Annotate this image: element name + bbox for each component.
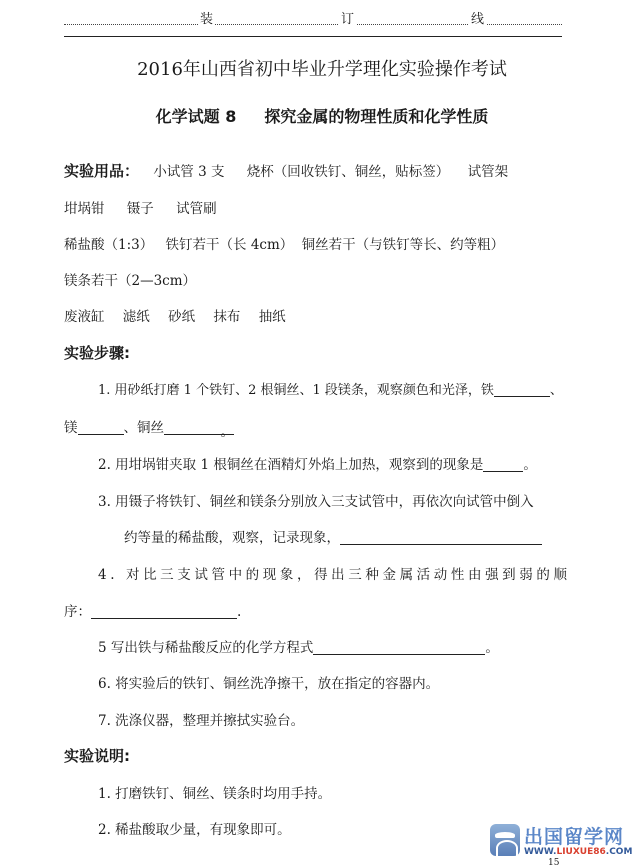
punctuation: 。 <box>220 424 234 440</box>
material-item: 坩埚钳 <box>64 201 105 217</box>
material-item: 铁钉若干（长 4cm） <box>165 237 294 253</box>
materials-heading: 实验用品： <box>64 162 140 180</box>
notes-heading: 实验说明: <box>64 747 130 765</box>
step-text: 3. 用镊子将铁钉、铜丝和镁条分别放入三支试管中，再依次向试管中倒入 <box>98 494 534 510</box>
page-number: 15 <box>548 858 560 868</box>
step-text: 镁 <box>64 420 78 436</box>
punctuation: 。 <box>523 457 537 473</box>
material-item: 铜丝若干（与铁钉等长、约等粗） <box>301 237 505 253</box>
material-item: 抽纸 <box>258 309 286 325</box>
note-2: 2. 稀盐酸取少量，有现象即可。 <box>98 822 291 838</box>
logo-name: 出国留学网 <box>524 826 625 848</box>
rule-line <box>64 36 562 37</box>
exam-title: 2016年山西省初中毕业升学理化实验操作考试 <box>137 59 507 80</box>
material-item: 镁条若干（2—3cm） <box>64 273 197 289</box>
answer-blank-activity-order[interactable] <box>91 604 237 619</box>
step-6: 6. 将实验后的铁钉、铜丝洗净擦干，放在指定的容器内。 <box>98 676 440 692</box>
step-text: 、铜丝 <box>123 420 164 436</box>
note-1: 1. 打磨铁钉、铜丝、镁条时均用手持。 <box>98 786 332 802</box>
step-3-line-1 <box>98 490 534 510</box>
material-item: 砂纸 <box>168 309 196 325</box>
punctuation: . <box>237 604 242 620</box>
punctuation: 。 <box>485 640 499 656</box>
materials-row-5 <box>64 305 286 325</box>
binding-char: 线 <box>469 8 486 27</box>
watermark-logo <box>490 822 640 862</box>
answer-blank-iron[interactable] <box>494 382 550 397</box>
answer-blank-acid-observation[interactable] <box>340 530 542 545</box>
material-item: 试管架 <box>467 164 509 180</box>
material-item: 镊子 <box>126 201 154 217</box>
step-text: 1. 用砂纸打磨 1 个铁钉、2 根铜丝、1 段镁条，观察颜色和光泽，铁 <box>98 383 494 398</box>
material-item: 试管刷 <box>176 201 217 217</box>
material-item: 废液缸 <box>64 309 105 325</box>
punctuation: 、 <box>549 383 563 398</box>
step-3-line-2 <box>124 526 542 546</box>
step-text: 2. 用坩埚钳夹取 1 根铜丝在酒精灯外焰上加热，观察到的现象是 <box>98 457 484 473</box>
answer-blank-magnesium[interactable] <box>78 420 124 435</box>
dotted-line <box>64 24 562 25</box>
answer-blank-copper[interactable] <box>164 420 234 440</box>
material-item: 烧杯（回收铁钉、铜丝，贴标签） <box>246 164 450 180</box>
question-number: 化学试题 8 <box>155 107 237 126</box>
question-title <box>0 104 644 127</box>
logo-icon <box>490 824 520 856</box>
material-item: 稀盐酸（1:3） <box>64 237 154 253</box>
material-item: 滤纸 <box>122 309 150 325</box>
materials-row-1 <box>64 160 508 181</box>
materials-row-3 <box>64 233 504 253</box>
step-1-line-1 <box>98 379 563 398</box>
steps-heading: 实验步骤: <box>64 344 130 362</box>
step-2 <box>98 453 537 473</box>
step-4-line-2 <box>64 600 241 620</box>
material-item: 抹布 <box>213 309 241 325</box>
answer-blank-heating[interactable] <box>483 457 523 472</box>
step-7: 7. 洗涤仪器，整理并擦拭实验台。 <box>98 713 305 729</box>
step-text: 约等量的稀盐酸，观察，记录现象， <box>124 530 340 546</box>
material-item: 小试管 3 支 <box>153 164 225 180</box>
step-text: 序： <box>64 604 91 620</box>
logo-url: WWW.LIUXUE86.COM <box>524 847 633 857</box>
binding-line <box>64 8 562 30</box>
step-5 <box>98 636 499 656</box>
question-topic: 探究金属的物理性质和化学性质 <box>264 107 489 126</box>
step-1-line-2 <box>64 416 234 440</box>
materials-row-4 <box>64 269 196 289</box>
answer-blank-equation[interactable] <box>313 640 485 655</box>
binding-char: 装 <box>198 8 215 27</box>
step-text: 4. 对比三支试管中的现象，得出三种金属活动性由强到弱的顺 <box>98 567 571 583</box>
step-4-line-1 <box>98 563 571 583</box>
materials-row-2 <box>64 197 217 217</box>
binding-char: 订 <box>339 8 356 27</box>
step-text: 5 写出铁与稀盐酸反应的化学方程式 <box>98 640 314 656</box>
